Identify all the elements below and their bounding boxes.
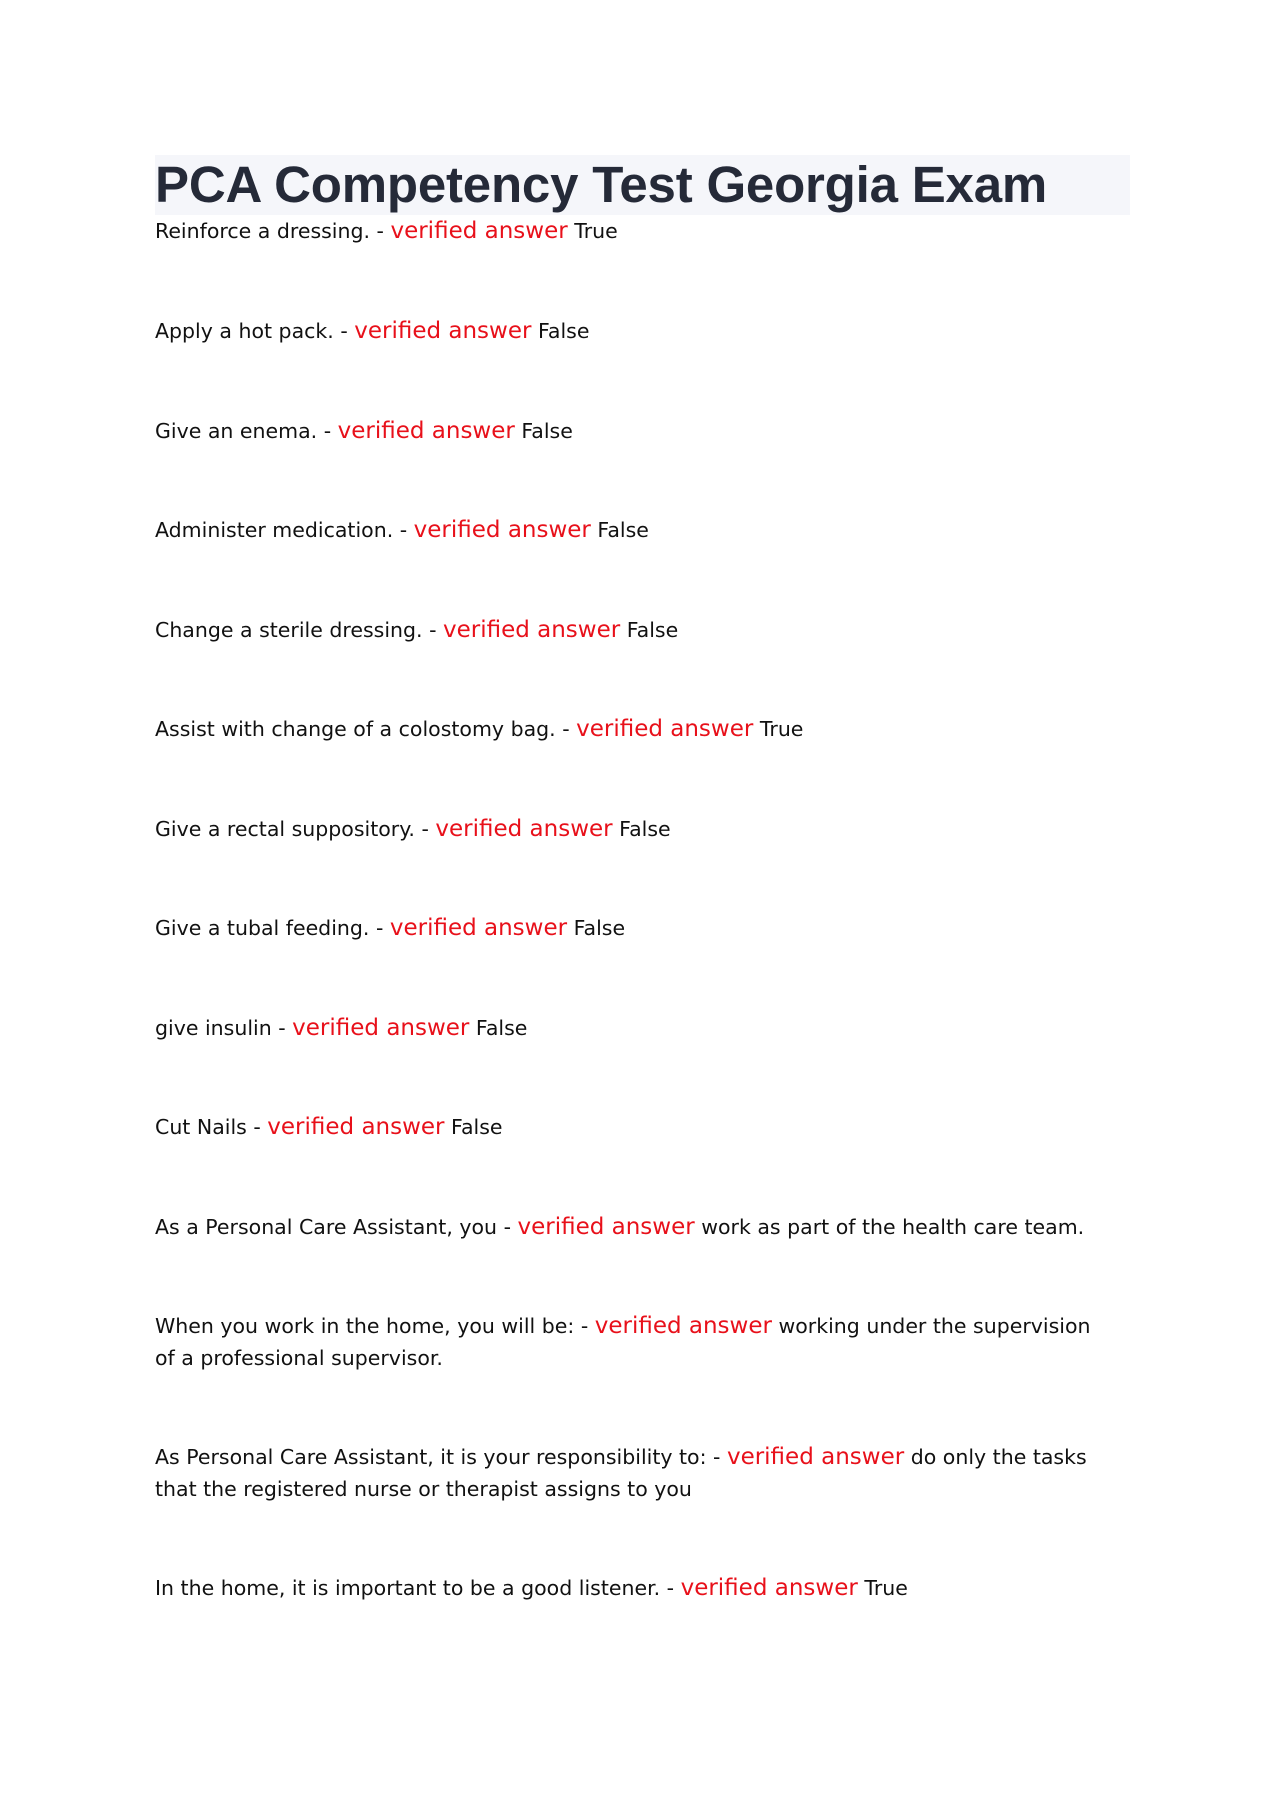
answer-text: False	[521, 419, 573, 443]
separator: -	[574, 1314, 595, 1338]
separator: -	[317, 419, 338, 443]
qa-item	[155, 614, 1115, 646]
qa-item	[155, 713, 1115, 745]
qa-item	[155, 813, 1115, 845]
question-text: Apply a hot pack.	[155, 319, 334, 343]
qa-item	[155, 1111, 1115, 1143]
answer-text: do only the tasks that the registered nurse or therapist assigns to you	[155, 1445, 1087, 1501]
separator: -	[497, 1215, 518, 1239]
qa-item	[155, 315, 1115, 347]
separator: -	[246, 1115, 268, 1139]
question-text: Give a tubal feeding.	[155, 916, 370, 940]
title-bar	[155, 155, 1130, 215]
answer-text: False	[619, 817, 671, 841]
verified-answer-label: verified answer	[594, 1313, 772, 1339]
answer-text: True	[759, 717, 804, 741]
separator: -	[369, 916, 390, 940]
verified-answer-label: verified answer	[680, 1575, 858, 1601]
question-text: give insulin	[155, 1016, 272, 1040]
qa-item	[155, 1211, 1115, 1243]
document-title: PCA Competency Test Georgia Exam	[155, 156, 1048, 213]
question-text: Give a rectal suppository.	[155, 817, 415, 841]
answer-text: False	[451, 1115, 503, 1139]
question-text: As Personal Care Assistant, it is your responsibility to:	[155, 1445, 707, 1469]
verified-answer-label: verified answer	[517, 1214, 695, 1240]
qa-item	[155, 1012, 1115, 1044]
separator: -	[555, 717, 577, 741]
separator: -	[370, 219, 391, 243]
question-text: Change a sterile dressing.	[155, 618, 423, 642]
verified-answer-label: verified answer	[267, 1114, 445, 1140]
document-page	[155, 155, 1130, 1601]
answer-text: True	[574, 219, 618, 243]
answer-text: False	[573, 916, 626, 940]
question-text: Give an enema.	[155, 419, 318, 443]
verified-answer-label: verified answer	[413, 517, 591, 543]
question-text: Reinforce a dressing.	[155, 219, 371, 243]
verified-answer-label: verified answer	[292, 1015, 470, 1041]
qa-item	[155, 1441, 1115, 1505]
answer-text: True	[864, 1576, 908, 1600]
answer-text: work as part of the health care team.	[701, 1215, 1085, 1239]
question-text: As a Personal Care Assistant, you	[155, 1215, 498, 1239]
verified-answer-label: verified answer	[726, 1444, 905, 1470]
answer-text: False	[538, 319, 590, 343]
qa-item	[155, 415, 1115, 447]
verified-answer-label: verified answer	[337, 418, 515, 444]
qa-item	[155, 215, 1115, 247]
question-text: Administer medication.	[155, 518, 394, 542]
question-text: In the home, it is important to be a good listener.	[155, 1576, 661, 1600]
separator: -	[271, 1016, 293, 1040]
verified-answer-label: verified answer	[389, 915, 568, 941]
answer-text: False	[475, 1016, 528, 1040]
answer-text: False	[597, 518, 649, 542]
verified-answer-label: verified answer	[442, 617, 621, 643]
question-text: Cut Nails	[155, 1115, 247, 1139]
question-text: When you work in the home, you will be:	[155, 1314, 575, 1338]
answer-text: False	[626, 618, 679, 642]
verified-answer-label: verified answer	[435, 816, 613, 842]
separator: -	[333, 319, 355, 343]
qa-item	[155, 1310, 1115, 1374]
separator: -	[706, 1445, 727, 1469]
separator: -	[422, 618, 443, 642]
verified-answer-label: verified answer	[576, 716, 754, 742]
qa-item	[155, 912, 1115, 944]
qa-item	[155, 514, 1115, 546]
qa-item	[155, 1572, 1115, 1604]
verified-answer-label: verified answer	[390, 218, 568, 244]
answer-text: working under the supervision of a professional supervisor.	[155, 1314, 1091, 1370]
separator: -	[660, 1576, 681, 1600]
separator: -	[414, 817, 436, 841]
question-text: Assist with change of a colostomy bag.	[155, 717, 556, 741]
separator: -	[393, 518, 414, 542]
verified-answer-label: verified answer	[354, 318, 532, 344]
